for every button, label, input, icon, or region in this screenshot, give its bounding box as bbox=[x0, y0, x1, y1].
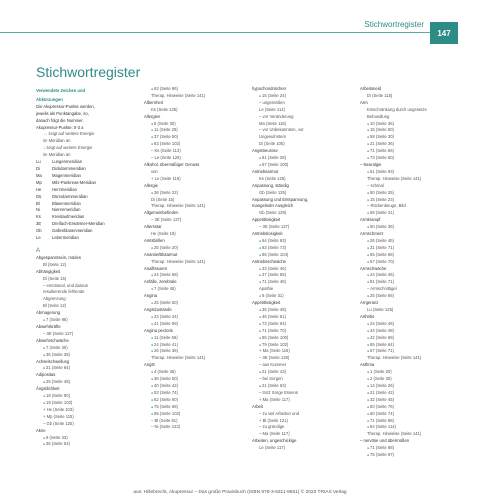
index-reference: ● 9 (Seite 33) bbox=[36, 435, 136, 442]
index-subentry: Gb (Seite 125) bbox=[259, 189, 287, 195]
index-entry: Angst bbox=[144, 362, 155, 368]
index-subentry: Abgrenzung bbox=[43, 296, 66, 302]
index-reference: ● 73 (Seite 60) bbox=[360, 155, 460, 162]
index-subentry: – Ma (Seite 117) bbox=[259, 431, 290, 437]
index-subentry: Di (Seite 15) bbox=[151, 196, 175, 202]
index-entry: Antriebsarmut bbox=[252, 168, 279, 174]
index-subentry: – 3E (Seite 128) bbox=[259, 355, 290, 361]
abbreviation-meaning: Milz-Pankreas-Meridian bbox=[52, 179, 96, 185]
abbreviation: Di bbox=[36, 165, 40, 171]
index-subentry: – aus Kummer bbox=[259, 362, 287, 368]
index-reference: ● 24 (Seite 46) bbox=[360, 321, 460, 328]
page-number-tab bbox=[430, 22, 458, 44]
abbreviation: Ks bbox=[36, 214, 41, 220]
index-reference: ● 2 (Seite 30) bbox=[360, 376, 460, 383]
index-entry: Alkohol, übermäßiger Genuss bbox=[144, 161, 200, 167]
running-head: Stichwortregister bbox=[364, 20, 424, 29]
index-column-3 bbox=[252, 86, 352, 484]
index-reference: ● 71 (Seite 48) bbox=[252, 279, 352, 286]
index-reference: ● 50 (Seite 36) bbox=[360, 224, 460, 231]
index-subentry: + Ma (Seite 116) bbox=[259, 348, 290, 354]
index-reference: ● 58 (Seite 30) bbox=[360, 134, 460, 141]
index-subentry: – bei Sorgen bbox=[259, 376, 283, 382]
index-subentry: Therap. Hinweise (Seite 141) bbox=[367, 175, 422, 181]
index-entry: Achselschwellung bbox=[36, 358, 70, 364]
index-reference: ● 21 (Seite 43) bbox=[252, 369, 352, 376]
index-subentry: – 3E (Seite 127) bbox=[259, 224, 290, 230]
index-reference: ● 14 (Seite 26) bbox=[360, 383, 460, 390]
abbreviation-row bbox=[36, 221, 136, 228]
index-reference: ● 71 (Seite 88) bbox=[360, 445, 460, 452]
index-subentry: + He (Seite 103) bbox=[43, 406, 74, 412]
index-subentry: – Rückenbeuge, Bild bbox=[367, 203, 406, 209]
index-entry: Ängstlichkeit bbox=[36, 386, 60, 392]
index-reference: ● 84 (Seite 114) bbox=[360, 424, 460, 431]
index-subentry: – 3E (Seite 127) bbox=[43, 330, 74, 336]
index-column-1 bbox=[36, 86, 136, 484]
abbreviation-row bbox=[36, 201, 136, 208]
index-reference: ● 37 (Seite 55) bbox=[252, 272, 352, 279]
index-subentry: – Bl (Seite 81) bbox=[151, 417, 178, 423]
abbreviation-meaning: Blasenmeridian bbox=[52, 200, 81, 206]
index-reference: ● 1 (Seite 20) bbox=[360, 369, 460, 376]
index-reference: ● 21 (Seite 36) bbox=[360, 141, 460, 148]
index-entry: jeweils als Punktangabe, so, bbox=[36, 110, 89, 116]
index-entry: danach folgt die Nummer. bbox=[36, 117, 84, 123]
index-reference: ● 24 (Seite 58) bbox=[144, 272, 244, 279]
index-entry: Appetitlosigkeit bbox=[252, 300, 281, 306]
index-reference: ● 63 (Seite 102) bbox=[144, 141, 244, 148]
index-entry: Armschwäche bbox=[360, 265, 387, 271]
index-subentry: Therap. Hinweise (Seite 141) bbox=[151, 258, 206, 264]
index-reference: ● 55 (Seite 66) bbox=[360, 252, 460, 259]
index-entry: Anpassung, ständig bbox=[252, 182, 289, 188]
index-reference: ● 4 (Seite 36) bbox=[144, 369, 244, 376]
index-entry: Analfissuren bbox=[144, 265, 168, 271]
index-subentry: im Meridian an bbox=[43, 152, 71, 158]
index-subentry: – vor Unbekanntem, vor bbox=[259, 127, 304, 133]
index-subentry: Therap. Hinweise (Seite 141) bbox=[367, 355, 422, 361]
index-reference: ● 15 (Seite 24) bbox=[252, 93, 352, 100]
index-reference: ● 7 (Seite 30) bbox=[36, 345, 136, 352]
index-reference: ● 23 (Seite 24) bbox=[144, 314, 244, 321]
index-reference: ● 33 (Seite 46) bbox=[252, 266, 352, 273]
index-reference: ● 57 (Seite 70) bbox=[360, 259, 460, 266]
section-heading: Verwendete Zeichen und bbox=[36, 88, 86, 93]
index-subentry: Therap. Hinweise (Seite 141) bbox=[367, 431, 422, 437]
index-reference: ● 15 (Seite 23) bbox=[360, 197, 460, 204]
index-reference: ● 46 (Seite 61) bbox=[252, 314, 352, 321]
index-entry: Angina bbox=[144, 293, 158, 299]
index-reference: ● 26 (Seite 36) bbox=[144, 348, 244, 355]
index-reference: ● 61 (Seite 28) bbox=[252, 155, 352, 162]
index-reference: ● 26 (Seite 46) bbox=[360, 238, 460, 245]
index-subentry: – Ni (Seite 123) bbox=[151, 424, 181, 430]
abbreviation-meaning: Dreifach-Erwärmer-Meridian bbox=[52, 221, 105, 227]
index-entry: Abwehrkräfte bbox=[36, 324, 61, 329]
index-entry: Antriebsschwäche bbox=[252, 258, 286, 264]
index-reference: ● 50 (Seite 25) bbox=[360, 190, 460, 197]
page-title: Stichwortregister bbox=[36, 64, 141, 80]
index-subentry: Bl (Seite 12) bbox=[43, 303, 67, 309]
index-subentry: – vor Veränderung bbox=[259, 113, 294, 119]
index-subentry: – Ks (Seite 113) bbox=[151, 148, 181, 154]
abbreviation-row bbox=[36, 194, 136, 201]
index-subentry: Gb (Seite 129) bbox=[259, 210, 287, 216]
index-reference: ● 81 (Seite 71) bbox=[360, 279, 460, 286]
index-entry: Anfälle, zerebrale bbox=[144, 279, 177, 285]
index-subentry: Einschränkung durch ungesetze bbox=[367, 106, 427, 112]
index-entry: Amtsbrillen bbox=[144, 237, 165, 243]
abbreviation-meaning: Dünndarmmeridian bbox=[52, 193, 88, 199]
index-subentry: Bl (Seite 12) bbox=[43, 261, 67, 267]
index-entry: Arrgeranz bbox=[360, 300, 379, 306]
index-entry: Angstneurose bbox=[252, 148, 278, 154]
index-reference: ● 6 (Seite 31) bbox=[252, 293, 352, 300]
abbreviation: Dü bbox=[36, 193, 42, 199]
index-subentry: Therap. Hinweise (Seite 141) bbox=[151, 92, 206, 98]
abbreviation-row bbox=[36, 187, 136, 194]
abbreviation: 3E bbox=[36, 221, 42, 227]
abbreviation: Ma bbox=[36, 172, 42, 178]
index-entry: Altersstar bbox=[144, 224, 162, 230]
index-entry: Antriebslosigkeit bbox=[252, 231, 283, 237]
index-entry: – Neuralgie bbox=[360, 161, 382, 167]
index-subentry: – 3E (Seite 127) bbox=[151, 217, 182, 223]
index-subentry: + Bl (Seite 121) bbox=[259, 417, 288, 423]
header-rule bbox=[0, 32, 430, 33]
index-reference: ● 24 (Seite 46) bbox=[360, 272, 460, 279]
index-reference: ● 31 (Seite 71) bbox=[360, 245, 460, 252]
index-subentry: Ks (Seite 125) bbox=[259, 175, 286, 181]
index-subentry: → zeigt auf weitere Energie bbox=[43, 131, 95, 137]
index-subentry: – trotz Sorge Essens bbox=[259, 389, 298, 395]
index-reference: ● 36 (Seite 54) bbox=[36, 441, 136, 448]
index-entry: – nervöse und übermüßen bbox=[360, 438, 410, 444]
page-number: 147 bbox=[437, 28, 451, 38]
index-entry: Arbeitsneid bbox=[360, 86, 381, 91]
abbreviation: Lu bbox=[36, 159, 41, 165]
index-entry: Abhängigkeit bbox=[36, 268, 61, 274]
index-reference: ● 21 (Seite 64) bbox=[36, 365, 136, 372]
index-subentry: – Gb (Seite 125) bbox=[43, 420, 74, 426]
abbreviation-meaning: Dickdarmmeridian bbox=[52, 165, 86, 171]
index-reference: ● 7 (Seite 96) bbox=[36, 317, 136, 324]
abbreviation-row bbox=[36, 166, 136, 173]
abbreviation-row bbox=[36, 180, 136, 187]
index-reference: ● 50 (Seite 76) bbox=[360, 404, 460, 411]
abbreviation-meaning: Lungenmeridian bbox=[52, 159, 83, 165]
index-entry: Abwehrschwäche bbox=[36, 337, 69, 343]
index-subentry: – zu viel Arbeiten und bbox=[259, 410, 300, 416]
index-reference: ● 21 (Seite 63) bbox=[252, 383, 352, 390]
section-heading: Abkürzungen bbox=[36, 96, 63, 102]
index-entry: Arthritis bbox=[360, 313, 375, 319]
abbreviation-meaning: Kreislaufmeridian bbox=[52, 214, 85, 220]
index-reference: ● 79 (Seite 102) bbox=[252, 342, 352, 349]
index-reference: ● 36 (Seite 50) bbox=[144, 376, 244, 383]
index-subentry: Di (Seite 115) bbox=[367, 92, 393, 98]
index-reference: ● 63 (Seite 96) bbox=[144, 86, 244, 93]
index-reference: ● 24 (Seite 41) bbox=[144, 342, 244, 349]
index-entry: Anämie/Blutarmut bbox=[144, 251, 178, 257]
index-reference: ● 71 (Seite 88) bbox=[360, 418, 460, 425]
index-entry: Abmagerung bbox=[36, 310, 60, 316]
index-entry: Akupressur-Punkte: 0-3 a bbox=[36, 124, 84, 130]
abbreviation: Gb bbox=[36, 228, 42, 234]
index-reference: ● 41 (Seite 59) bbox=[144, 321, 244, 328]
index-reference: ● 62 (Seite 60) bbox=[144, 397, 244, 404]
letter-heading: A bbox=[36, 247, 41, 254]
index-entry: Angina pectoris bbox=[144, 327, 173, 333]
index-entry: Arm bbox=[360, 99, 368, 105]
index-reference: ● 5 (Seite 30) bbox=[144, 121, 244, 128]
index-subentry: – ungemäßen bbox=[259, 99, 285, 105]
index-reference: ● 19 (Seite 102) bbox=[36, 400, 136, 407]
index-reference: ● 25 (Seite 60) bbox=[144, 300, 244, 307]
index-entry: Abgespanntsein, müdes bbox=[36, 254, 81, 260]
index-entry: Armschmerz bbox=[360, 231, 384, 237]
abbreviation-row bbox=[36, 159, 136, 166]
abbreviation-row bbox=[36, 214, 136, 221]
abbreviation: Ni bbox=[36, 207, 40, 213]
index-reference: ● 71 (Seite 70) bbox=[252, 328, 352, 335]
index-reference: ● 32 (Seite 45) bbox=[360, 397, 460, 404]
abbreviation: Mp bbox=[36, 179, 42, 185]
index-subentry: + Ma (Seite 117) bbox=[259, 396, 290, 402]
index-reference: ● 10 (Seite 36) bbox=[360, 121, 460, 128]
abbreviation: Bl bbox=[36, 200, 40, 206]
index-subentry: ↓ zeigt auf weitere Energie bbox=[43, 145, 93, 151]
abbreviation: Le bbox=[36, 235, 41, 241]
index-entry: Arbeit bbox=[252, 403, 263, 409]
index-subentry: Le (Seite 114) bbox=[259, 106, 285, 112]
abbreviation-meaning: Lebermeridian bbox=[52, 235, 79, 241]
index-reference: ● 25 (Seite 48) bbox=[36, 379, 136, 386]
abbreviation-meaning: Herzmeridian bbox=[52, 186, 77, 192]
index-reference: ● 66 (Seite 104) bbox=[252, 252, 352, 259]
index-entry: Allgemeinbefinden bbox=[144, 210, 179, 216]
index-reference: ● 42 (Seite 69) bbox=[360, 335, 460, 342]
index-reference: ● 85 (Seite 100) bbox=[252, 335, 352, 342]
index-reference: ● 64 (Seite 63) bbox=[252, 238, 352, 245]
index-entry: Allergien bbox=[144, 113, 161, 119]
abbreviation-meaning: Gallenblasenmeridian bbox=[52, 228, 93, 234]
index-reference: ● 75 (Seite 97) bbox=[360, 452, 460, 459]
index-reference: ● 63 (Seite 73) bbox=[252, 245, 352, 252]
index-entry: Angstzustände bbox=[144, 307, 172, 312]
index-subentry: Ks (Seite 125) bbox=[151, 106, 178, 112]
index-columns bbox=[36, 86, 460, 484]
index-reference: ● 36 (Seite 38) bbox=[36, 352, 136, 359]
index-reference: ● 75 (Seite 68) bbox=[144, 404, 244, 411]
index-reference: ● 40 (Seite 42) bbox=[144, 383, 244, 390]
index-reference: ● 53 (Seite 74) bbox=[144, 390, 244, 397]
index-reference: ● 7 (Seite 45) bbox=[144, 286, 244, 293]
index-reference: ● 35 (Seite 48) bbox=[252, 307, 352, 314]
index-subentry: Lu (Seite 125) bbox=[367, 307, 394, 312]
index-reference: ● 15 (Seite 50) bbox=[360, 127, 460, 134]
index-subentry: Di (Seite 105) bbox=[259, 141, 285, 147]
index-entry: Akne bbox=[36, 427, 46, 433]
index-entry: Asthma bbox=[360, 362, 375, 368]
abbreviation-row bbox=[36, 228, 136, 235]
index-reference: ● 58 (Seite 31) bbox=[360, 210, 460, 217]
index-entry: Allergie bbox=[144, 182, 158, 188]
index-reference: ● 34 (Seite 48) bbox=[360, 328, 460, 335]
abbreviation-row bbox=[36, 235, 136, 242]
index-subentry: – schmal bbox=[367, 182, 384, 188]
index-entry: Arbeiten, ungeschickige bbox=[252, 438, 297, 444]
index-reference: ● 25 (Seite 20) bbox=[144, 245, 244, 252]
index-subentry: Therap. Hinweise (Seite 141) bbox=[151, 203, 206, 209]
index-reference: ● 21 (Seite 42) bbox=[360, 390, 460, 397]
index-subentry: im Meridian an bbox=[43, 138, 71, 144]
index-reference: ● 60 (Seite 74) bbox=[360, 411, 460, 418]
index-subentry: Behandlung bbox=[367, 113, 390, 119]
abbreviation-meaning: Nierenmeridian bbox=[52, 207, 81, 213]
index-reference: ● 55 (Seite 64) bbox=[360, 342, 460, 349]
source-footer: aus: Hillebrecht, Akupressur – Das große Praxisbuch (ISBN 978-3-8311-8651) © 2023 TRIAS Verlag bbox=[133, 490, 347, 495]
index-entry: hypochondrischen bbox=[252, 86, 286, 91]
index-column-4 bbox=[360, 86, 460, 484]
index-reference: ● 67 (Seite 100) bbox=[252, 162, 352, 169]
abbreviation-meaning: Magenmeridian bbox=[52, 172, 81, 178]
index-entry: Albernheit bbox=[144, 99, 163, 105]
index-reference: ● 18 (Seite 90) bbox=[36, 393, 136, 400]
index-subentry: Di (Seite 15) bbox=[43, 275, 67, 281]
index-subentry: Le (Seite 117) bbox=[259, 445, 285, 451]
index-subentry: Apathie bbox=[259, 286, 274, 292]
index-subentry: – zu gründige bbox=[259, 424, 285, 430]
index-subentry: – Le (Seite 126) bbox=[151, 155, 181, 161]
index-entry: Armkrampf bbox=[360, 217, 381, 223]
index-entry: Anpassung und Entspannung, bbox=[252, 196, 309, 202]
index-entry: mangelnder Ausgleich bbox=[252, 203, 294, 209]
abbreviation: He bbox=[36, 186, 42, 192]
index-reference: ● 37 (Seite 50) bbox=[144, 134, 244, 141]
index-entry: Appetitlosigkeit bbox=[252, 217, 281, 223]
index-reference: ● 57 (Seite 71) bbox=[360, 348, 460, 355]
index-reference: ● 95 (Seite 102) bbox=[144, 411, 244, 418]
abbreviation-row bbox=[36, 173, 136, 180]
index-entry: Die Akupressur-Punkte werden, bbox=[36, 103, 95, 109]
index-column-2 bbox=[144, 86, 244, 484]
index-reference: ● 11 (Seite 29) bbox=[144, 127, 244, 134]
index-subentry: Therap. Hinweise (Seite 141) bbox=[151, 355, 206, 361]
index-reference: ● 71 (Seite 66) bbox=[360, 148, 460, 155]
index-reference: ● 61 (Seite 93) bbox=[360, 169, 460, 176]
abbreviation-row bbox=[36, 207, 136, 214]
index-subentry: + Le (Seite 118) bbox=[151, 175, 181, 181]
index-subentry: – emotional, und daraus bbox=[43, 282, 88, 288]
index-reference: ● 25 (Seite 66) bbox=[360, 293, 460, 300]
index-subentry: Ungewohntem bbox=[259, 134, 287, 140]
index-reference: ● 36 (Seite 22) bbox=[144, 190, 244, 197]
index-reference: ● 11 (Seite 56) bbox=[144, 335, 244, 342]
index-reference: ● 73 (Seite 64) bbox=[252, 321, 352, 328]
index-subentry: von bbox=[151, 168, 158, 174]
index-entry: Adipositas bbox=[36, 372, 56, 378]
index-subentry: Ma (Seite 116) bbox=[259, 120, 287, 126]
index-subentry: + Mp (Seite 115) bbox=[43, 413, 74, 419]
index-subentry: resultierende fehlende bbox=[43, 289, 85, 295]
index-subentry: – Armschnittigel bbox=[367, 286, 397, 292]
index-subentry: He (Seite 19) bbox=[151, 231, 176, 237]
